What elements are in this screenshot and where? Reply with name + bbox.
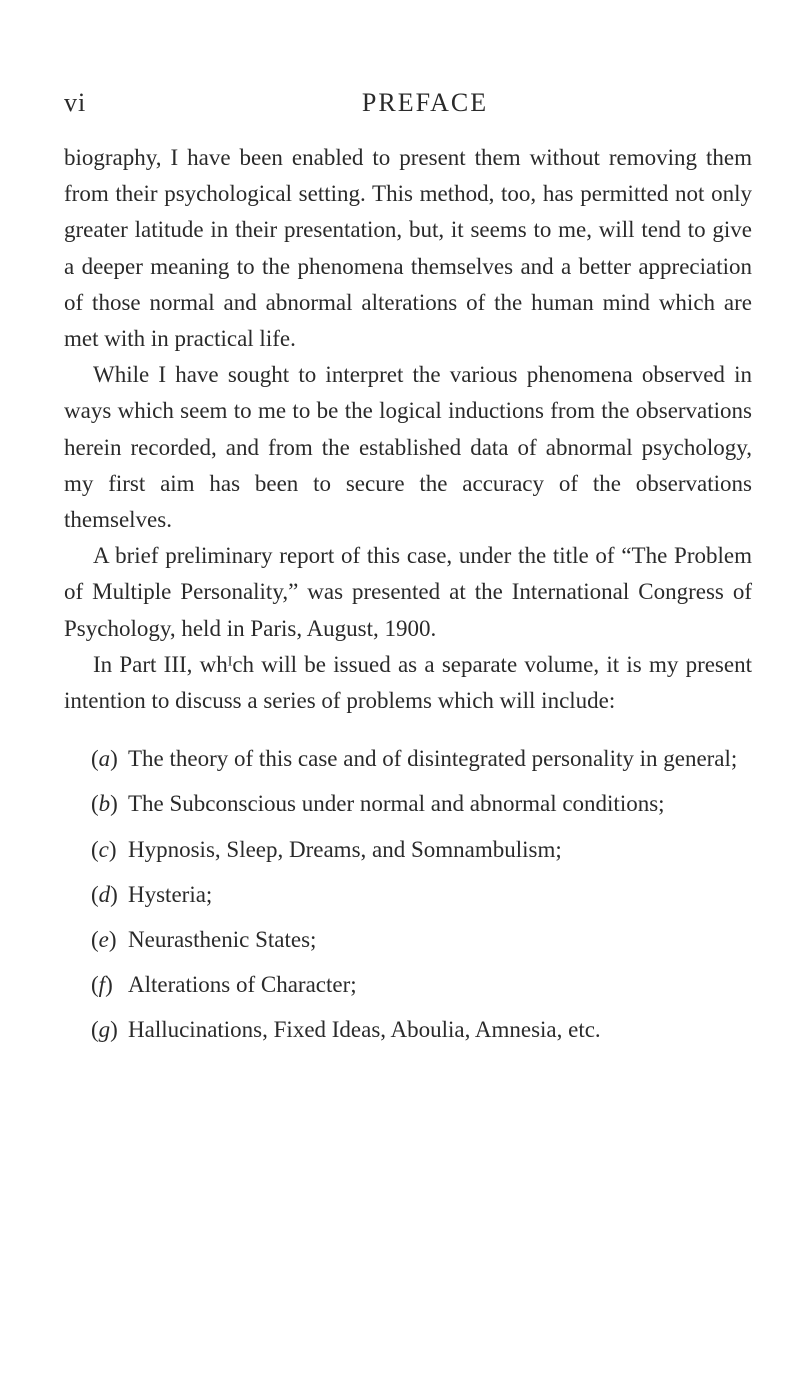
chapter-title: PREFACE (361, 88, 489, 117)
list-item-text: Hallucinations, Fixed Ideas, Aboulia, Amnesia, etc. (128, 1017, 601, 1043)
list-marker: (b) (91, 791, 118, 817)
list-item-text: Neurasthenic States; (128, 927, 317, 953)
list-marker: (e) (91, 927, 117, 953)
problems-list (64, 741, 752, 1048)
paragraph: While I have sought to interpret the various phenomena observed in ways which seem to me to be the logical inductions from the observations herein recorded, and from the established data of abnormal psychology, my first aim has been to secure the accuracy of the observations themselves. (64, 362, 752, 533)
list-marker: (f) (91, 972, 113, 998)
paragraph: A brief preliminary report of this case, under the title of “The Problem of Multiple Personality,” was presented at the International Congress of Psychology, held in Paris, August, 1900. (64, 543, 752, 641)
paragraph: In Part III, whᴵch will be issued as a separate volume, it is my present intention to discuss a series of problems which will include: (64, 651, 752, 714)
list-item-text: Hysteria; (128, 881, 213, 907)
list-item (64, 922, 752, 958)
list-item (64, 967, 752, 1003)
running-head (64, 86, 750, 120)
list-item-text: The theory of this case and of disintegrated personality in general; (128, 746, 738, 772)
list-marker: (a) (91, 746, 118, 772)
list-item (64, 786, 752, 822)
list-item (64, 1012, 752, 1048)
list-item-text: The Subconscious under normal and abnormal conditions; (128, 791, 665, 817)
page-number: vi (64, 88, 87, 117)
list-item-text: Alterations of Character; (128, 972, 357, 998)
list-item-text: Hypnosis, Sleep, Dreams, and Somnambulism; (128, 836, 562, 862)
paragraph: biography, I have been enabled to present them without removing them from their psychological setting. This method, too, has permitted not only greater latitude in their presentation, but, it seems to me, will tend to give a deeper meaning to the phenomena themselves and a better appreciation of those normal and abnormal alterations of the human mind which are met with in practical life. (64, 145, 752, 352)
list-marker: (g) (91, 1017, 118, 1043)
body-text (64, 140, 752, 1058)
list-item (64, 832, 752, 868)
list-marker: (d) (91, 881, 118, 907)
list-marker: (c) (91, 836, 117, 862)
list-item (64, 741, 752, 777)
list-item (64, 877, 752, 913)
